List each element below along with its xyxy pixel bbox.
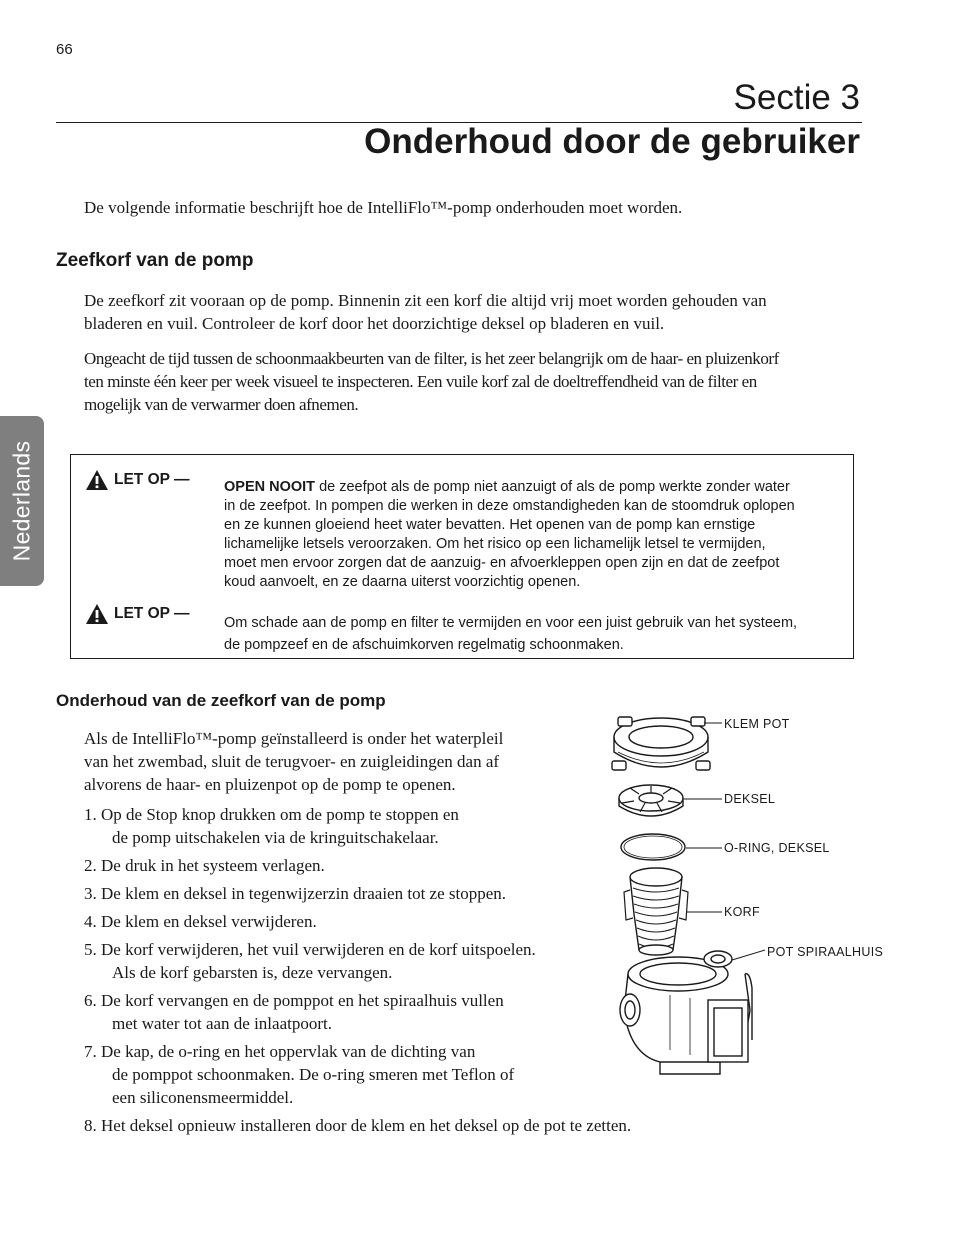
paragraph-line: ten minste één keer per week visueel te inspecteren. Een vuile korf zal de doeltreffendheid van de filter en	[84, 372, 757, 391]
steps-list	[84, 803, 631, 1137]
paragraph-line: van het zwembad, sluit de terugvoer- en zuigleidingen dan af	[84, 752, 500, 771]
caution-label-2	[85, 603, 190, 625]
caution-line: de pompzeef en de afschuimkorven regelmatig schoonmaken.	[224, 637, 624, 653]
intro-text: De volgende informatie beschrijft hoe de IntelliFlo™-pomp onderhouden moet worden.	[84, 198, 683, 217]
oring-illustration	[621, 834, 685, 860]
paragraph-line: bladeren en vuil. Controleer de korf door het doorzichtige deksel op bladeren en vuil.	[84, 314, 665, 333]
caution-text-1	[224, 478, 795, 592]
warning-icon	[85, 603, 109, 625]
step-line: 5. De korf verwijderen, het vuil verwijderen en de korf uitspoelen.	[84, 940, 536, 959]
step-line: de pomp uitschakelen via de kringuitschakelaar.	[112, 828, 439, 847]
callout-klem-pot: KLEM POT	[724, 717, 790, 731]
step-line: 7. De kap, de o-ring en het oppervlak van de dichting van	[84, 1042, 476, 1061]
basket-heading: Zeefkorf van de pomp	[56, 250, 254, 271]
step-line: 8. Het deksel opnieuw installeren door de klem en het deksel op de pot te zetten.	[84, 1116, 632, 1135]
language-tab-label: Nederlands	[8, 440, 35, 562]
caution-label-text: LET OP —	[114, 471, 190, 488]
caution-box	[70, 454, 854, 659]
step-line: 1. Op de Stop knop drukken om de pomp te stoppen en	[84, 805, 459, 824]
caution-line: moet men ervoor zorgen dat de aanzuig- en afvoerkleppen open zijn en dat de zeefpot	[224, 555, 780, 571]
pump-exploded-diagram	[600, 710, 900, 1080]
step-7	[84, 1040, 631, 1109]
step-5	[84, 938, 631, 984]
lid-illustration	[619, 785, 683, 816]
callout-korf: KORF	[724, 905, 760, 919]
warning-icon	[85, 469, 109, 491]
section-label: Sectie 3	[733, 78, 860, 117]
caution-label-text: LET OP —	[114, 605, 190, 622]
caution-line: Om schade aan de pomp en filter te vermijden en voor een juist gebruik van het systeem,	[224, 615, 798, 631]
step-line: 4. De klem en deksel verwijderen.	[84, 912, 317, 931]
paragraph-line: alvorens de haar- en pluizenpot op de pomp te openen.	[84, 775, 456, 794]
caution-emphasis: OPEN NOOIT	[224, 479, 316, 495]
basket-paragraph-2	[84, 347, 779, 416]
caution-text-2	[224, 612, 797, 656]
step-line: 3. De klem en deksel in tegenwijzerzin draaien tot ze stoppen.	[84, 884, 507, 903]
step-line: Als de korf gebarsten is, deze vervangen.	[112, 963, 393, 982]
step-line: de pomppot schoonmaken. De o-ring smeren met Teflon of	[112, 1065, 515, 1084]
paragraph-line: De zeefkorf zit vooraan op de pomp. Binnenin zit een korf die altijd vrij moet worden gehouden van	[84, 291, 767, 310]
page-number: 66	[56, 41, 73, 58]
maintenance-intro	[84, 727, 503, 796]
step-2	[84, 854, 631, 877]
paragraph-line: mogelijk van de verwarmer doen afnemen.	[84, 395, 359, 414]
step-4	[84, 910, 631, 933]
step-6	[84, 989, 631, 1035]
caution-line: koud aanvoelt, en ze daarna uiterst voorzichtig openen.	[224, 574, 581, 590]
step-line: een siliconensmeermiddel.	[112, 1088, 294, 1107]
caution-label-1	[85, 469, 190, 491]
caution-line: en ze kunnen gloeiend heet water bevatten. Het openen van de pomp kan ernstige	[224, 517, 756, 533]
step-1	[84, 803, 631, 849]
callout-pot-spiraalhuis: POT SPIRAALHUIS	[767, 945, 884, 959]
pump-housing-illustration	[620, 951, 752, 1074]
caution-line: de zeefpot als de pomp niet aanzuigt of als de pomp werkte zonder water	[315, 479, 790, 495]
step-line: 6. De korf vervangen en de pomppot en het spiraalhuis vullen	[84, 991, 504, 1010]
basket-paragraph-1	[84, 289, 767, 335]
step-line: 2. De druk in het systeem verlagen.	[84, 856, 325, 875]
paragraph-line: Ongeacht de tijd tussen de schoonmaakbeurten van de filter, is het zeer belangrijk om de haar- en pluizenkorf	[84, 349, 779, 368]
clamp-ring-illustration	[612, 717, 710, 770]
language-tab	[0, 416, 44, 586]
caution-line: in de zeefpot. In pompen die werken in deze omstandigheden kan de stoomdruk oplopen	[224, 498, 795, 514]
maintenance-heading: Onderhoud van de zeefkorf van de pomp	[56, 691, 386, 710]
callout-deksel: DEKSEL	[724, 792, 776, 806]
page-title: Onderhoud door de gebruiker	[364, 122, 860, 161]
basket-illustration	[624, 868, 688, 955]
step-3	[84, 882, 631, 905]
step-line: met water tot aan de inlaatpoort.	[112, 1014, 332, 1033]
step-8	[84, 1114, 631, 1137]
caution-line: lichamelijke letsels veroorzaken. Om het risico op een lichamelijk letsel te vermijden,	[224, 536, 766, 552]
paragraph-line: Als de IntelliFlo™-pomp geïnstalleerd is onder het waterpleil	[84, 729, 504, 748]
callout-o-ring: O-RING, DEKSEL	[724, 841, 830, 855]
